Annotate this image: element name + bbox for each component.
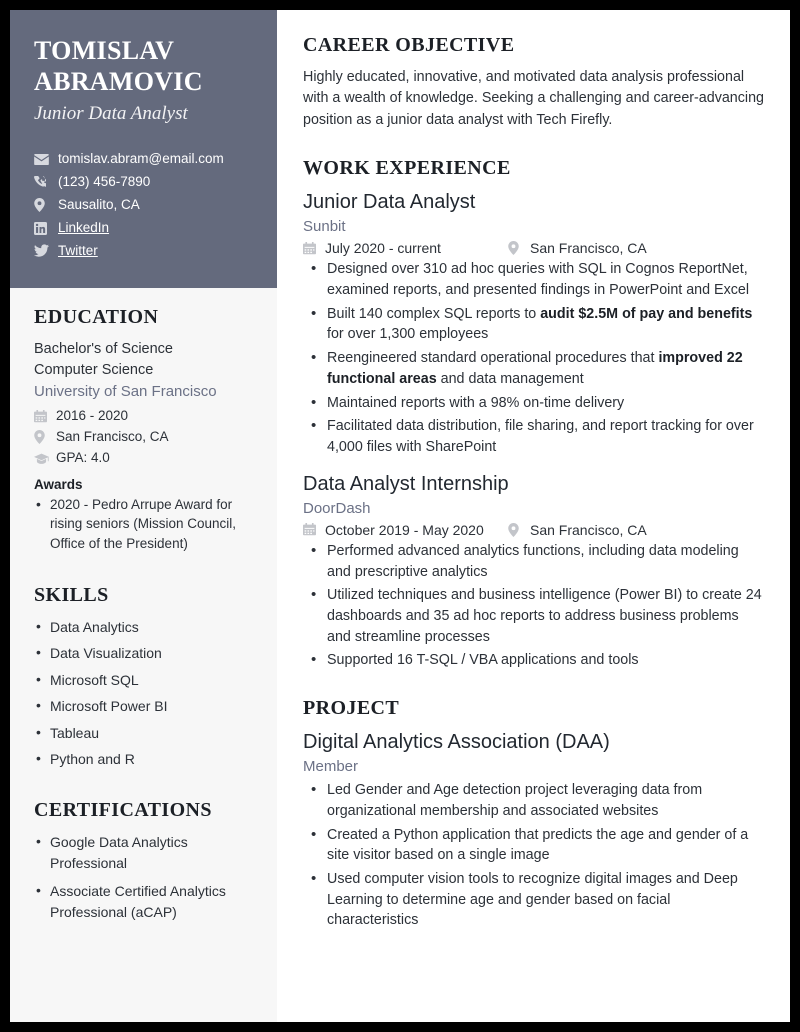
skill-item: • Data Visualization bbox=[34, 643, 253, 663]
entry-bullet-list bbox=[303, 780, 764, 931]
work-experience-heading: WORK EXPERIENCE bbox=[303, 157, 511, 180]
entry-bullet: • Led Gender and Age detection project leveraging data from organizational membership and associated websites bbox=[305, 780, 764, 821]
skills-list bbox=[34, 617, 253, 770]
entry-bullet: • Designed over 310 ad hoc queries with SQL in Cognos ReportNet, examined reports, and presented findings in PowerPoint and Excel bbox=[305, 259, 764, 300]
candidate-job-title: Junior Data Analyst bbox=[34, 103, 188, 125]
entry-bullet-list bbox=[303, 259, 764, 457]
entry-title: Junior Data Analyst bbox=[303, 191, 476, 214]
awards-label: Awards bbox=[34, 476, 83, 492]
education-location: San Francisco, CA bbox=[56, 429, 169, 445]
twitter-icon bbox=[34, 244, 51, 257]
entry-dates: July 2020 - current bbox=[325, 240, 441, 257]
contact-text[interactable]: Twitter bbox=[58, 242, 98, 258]
entry-location-cell bbox=[508, 522, 647, 538]
entry-bullet: • Used computer vision tools to recognize digital images and Deep Learning to determine age and gender based on facial characteristics bbox=[305, 869, 764, 931]
entry-location-cell bbox=[508, 240, 647, 256]
phone-icon bbox=[34, 176, 51, 189]
graduation-cap-icon bbox=[34, 453, 50, 465]
entry-title: Data Analyst Internship bbox=[303, 472, 509, 495]
contact-text: tomislav.abram@email.com bbox=[58, 151, 224, 167]
experience-entry bbox=[303, 190, 764, 457]
location-pin-icon bbox=[508, 241, 524, 255]
certifications-list bbox=[34, 832, 253, 922]
career-objective-text: Highly educated, innovative, and motivated data analysis professional with a wealth of knowledge. Seeking a challenging and career-advancing position as a junior data analyst with Tech Firefly. bbox=[303, 69, 764, 128]
certification-item: • Google Data Analytics Professional bbox=[34, 832, 253, 873]
entry-title: Digital Analytics Association (DAA) bbox=[303, 731, 610, 754]
education-dates-row bbox=[34, 406, 253, 426]
education-gpa-row bbox=[34, 448, 253, 468]
linkedin-icon bbox=[34, 222, 51, 235]
entry-location: San Francisco, CA bbox=[530, 240, 647, 257]
contact-item[interactable] bbox=[34, 244, 253, 259]
resume-sheet bbox=[10, 10, 790, 1022]
skill-item: • Microsoft Power BI bbox=[34, 696, 253, 716]
skill-item: • Microsoft SQL bbox=[34, 670, 253, 690]
award-item: • 2020 - Pedro Arrupe Award for rising seniors (Mission Council, Office of the President) bbox=[34, 495, 253, 554]
entry-bullet: • Created a Python application that predicts the age and gender of a site visitor based on a single image bbox=[305, 825, 764, 866]
contact-text: (123) 456-7890 bbox=[58, 173, 151, 189]
awards-list bbox=[34, 495, 253, 554]
certification-item: • Associate Certified Analytics Professional (aCAP) bbox=[34, 881, 253, 922]
contact-item[interactable] bbox=[34, 221, 253, 236]
skill-item: • Data Analytics bbox=[34, 617, 253, 637]
sidebar-body bbox=[10, 288, 277, 1022]
location-pin-icon bbox=[34, 430, 50, 444]
candidate-name: TOMISLAV ABRAMOVIC bbox=[34, 36, 203, 96]
education-degree: Bachelor's of Science bbox=[34, 341, 173, 358]
contact-item bbox=[34, 152, 253, 167]
education-school: University of San Francisco bbox=[34, 383, 217, 401]
education-heading: EDUCATION bbox=[34, 306, 159, 329]
calendar-icon bbox=[303, 523, 319, 536]
entry-bullet: • Reengineered standard operational procedures that improved 22 functional areas and data management bbox=[305, 348, 764, 389]
entry-bullet: • Performed advanced analytics functions, including data modeling and prescriptive analytics bbox=[305, 541, 764, 582]
calendar-icon bbox=[34, 410, 50, 423]
entry-bullet-list bbox=[303, 541, 764, 671]
education-location-row bbox=[34, 427, 253, 447]
contact-item bbox=[34, 175, 253, 190]
project-entries bbox=[303, 730, 764, 931]
skill-item: • Tableau bbox=[34, 723, 253, 743]
entry-dates-cell bbox=[303, 240, 508, 256]
entry-location: San Francisco, CA bbox=[530, 521, 647, 538]
contact-text: Sausalito, CA bbox=[58, 196, 140, 212]
entry-bullet: • Utilized techniques and business intelligence (Power BI) to create 24 dashboards and 35 ad hoc reports to address business problems and streamline processes bbox=[305, 585, 764, 647]
location-pin-icon bbox=[34, 198, 51, 212]
contact-item bbox=[34, 198, 253, 213]
contact-text[interactable]: LinkedIn bbox=[58, 219, 110, 235]
entry-bullet: • Supported 16 T-SQL / VBA applications and tools bbox=[305, 650, 764, 671]
skills-heading: SKILLS bbox=[34, 583, 109, 606]
entry-bullet: • Maintained reports with a 98% on-time delivery bbox=[305, 393, 764, 414]
location-pin-icon bbox=[508, 523, 524, 537]
entry-organization: Sunbit bbox=[303, 218, 346, 236]
calendar-icon bbox=[303, 242, 319, 255]
entry-meta-row bbox=[303, 240, 764, 256]
project-heading: PROJECT bbox=[303, 697, 400, 720]
entry-organization: Member bbox=[303, 758, 359, 776]
work-experience-entries bbox=[303, 190, 764, 671]
contact-list bbox=[34, 152, 253, 258]
experience-entry bbox=[303, 730, 764, 931]
entry-organization: DoorDash bbox=[303, 499, 371, 517]
skill-item: • Python and R bbox=[34, 749, 253, 769]
main-column bbox=[277, 10, 790, 1022]
certifications-heading: CERTIFICATIONS bbox=[34, 799, 212, 822]
entry-dates: October 2019 - May 2020 bbox=[325, 521, 484, 538]
education-field: Computer Science bbox=[34, 362, 154, 379]
entry-bullet: • Built 140 complex SQL reports to audit $2.5M of pay and benefits for over 1,300 employees bbox=[305, 304, 764, 345]
experience-entry bbox=[303, 472, 764, 671]
sidebar bbox=[10, 10, 277, 1022]
sidebar-header bbox=[10, 10, 277, 288]
entry-meta-row bbox=[303, 522, 764, 538]
education-dates: 2016 - 2020 bbox=[56, 407, 129, 423]
entry-bullet: • Facilitated data distribution, file sharing, and report tracking for over 4,000 files with SharePoint bbox=[305, 416, 764, 457]
education-gpa: GPA: 4.0 bbox=[56, 450, 110, 466]
envelope-icon bbox=[34, 154, 51, 165]
entry-dates-cell bbox=[303, 522, 508, 538]
career-objective-heading: CAREER OBJECTIVE bbox=[303, 34, 515, 56]
